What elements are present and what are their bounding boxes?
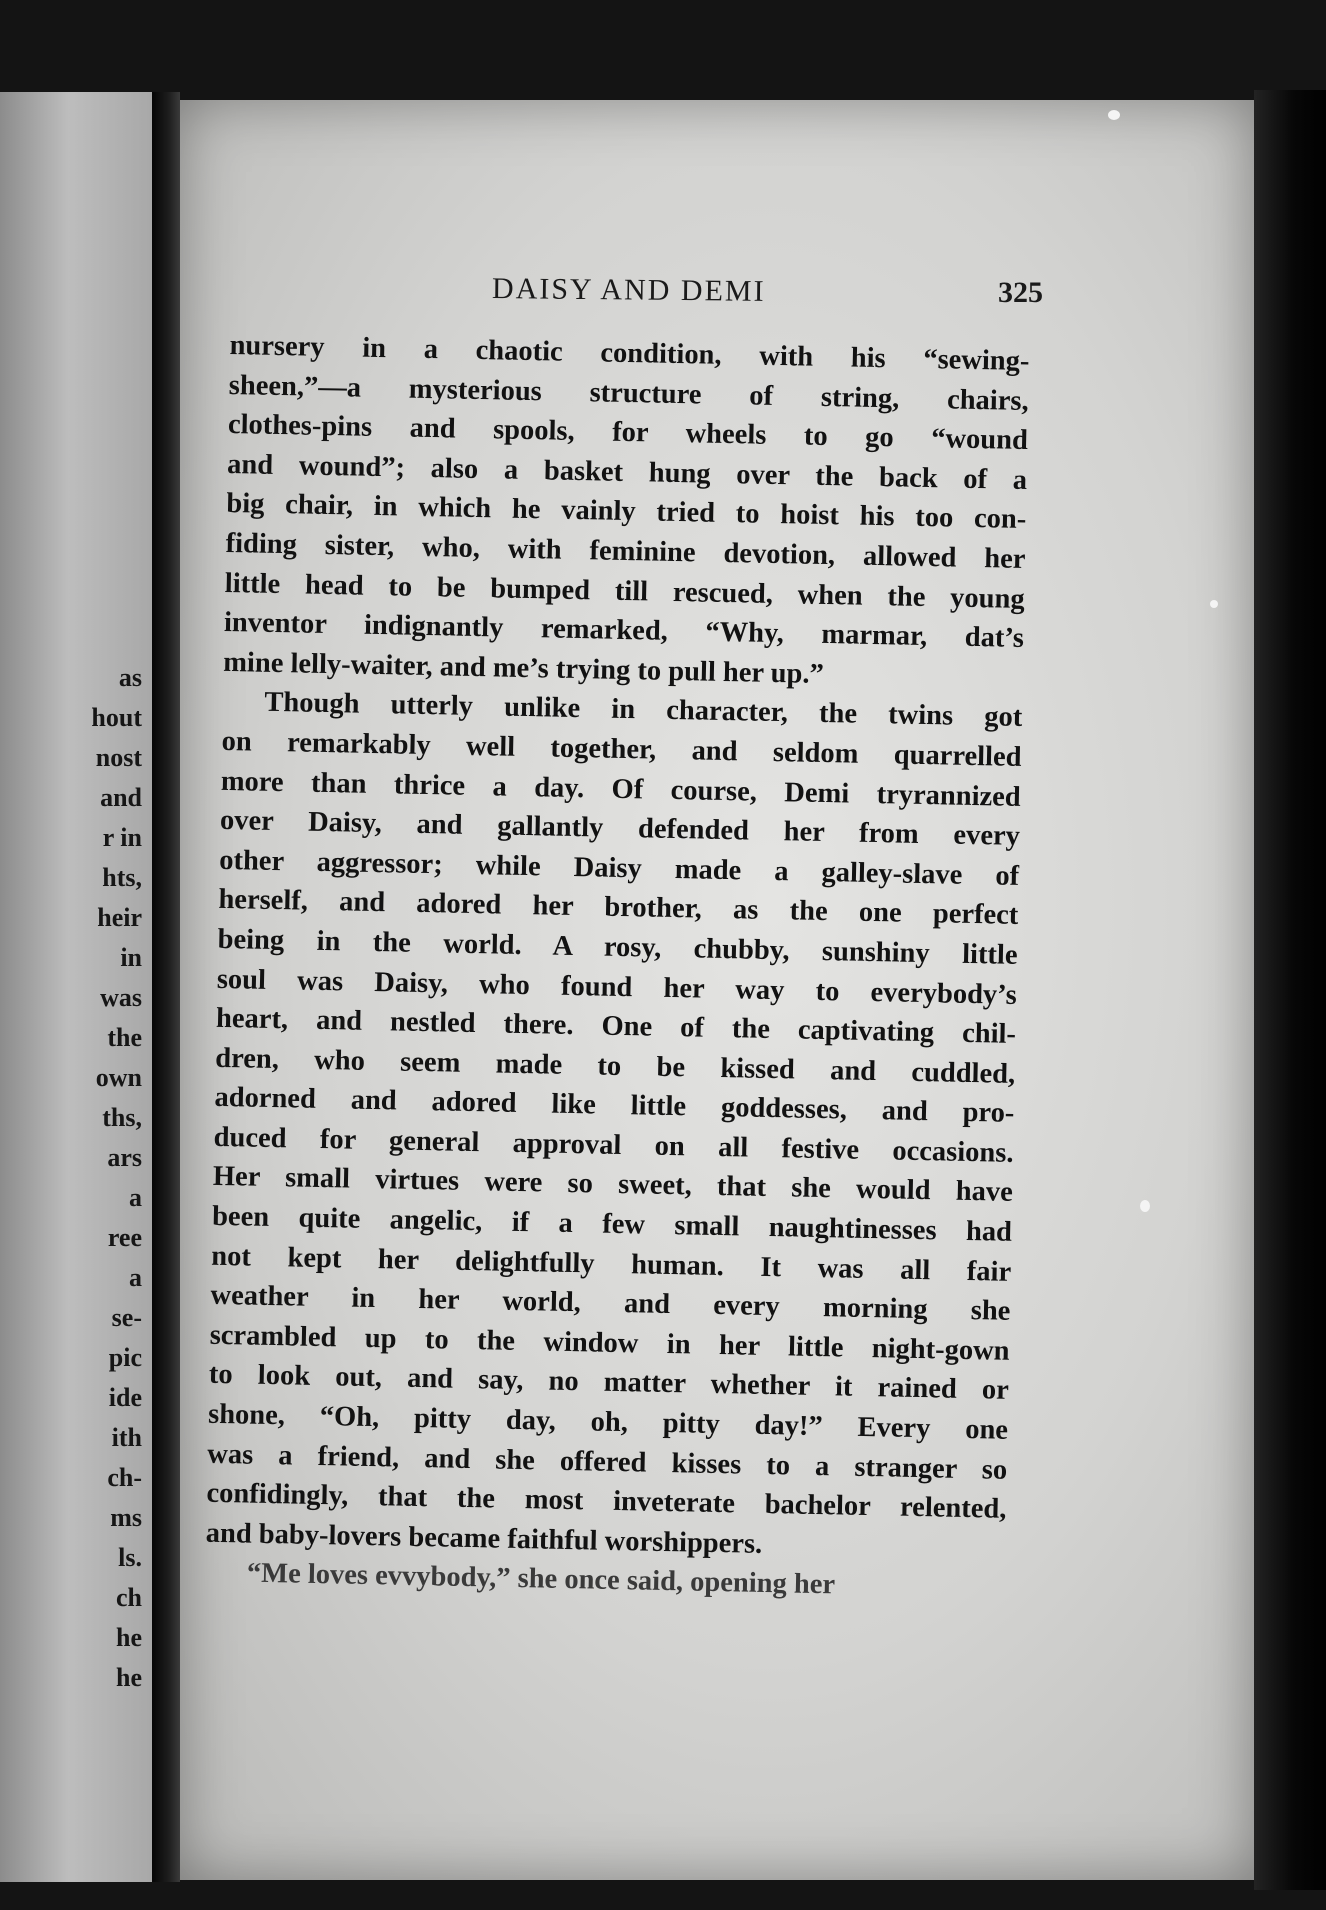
text-line: and wound”; also a basket hung over the back of a: [226, 448, 1028, 496]
left-page-fragment-line: ch-: [107, 1463, 142, 1492]
left-page-fragment-line: nost: [95, 743, 142, 772]
running-head: [180, 272, 1254, 316]
text-line: dren, who seem made to be kissed and cuddled,: [214, 1042, 1016, 1090]
left-page-fragment-line: ars: [107, 1143, 142, 1172]
text-line: to look out, and say, no matter whether it rained or: [208, 1359, 1010, 1407]
left-page-fragment-line: was: [100, 983, 142, 1012]
left-page-fragment-line: and: [100, 783, 142, 812]
text-line: been quite angelic, if a few small naughtinesses had: [211, 1200, 1013, 1248]
page-edge-shadow: [1254, 90, 1326, 1890]
left-page-fragment-line: ths,: [102, 1103, 142, 1132]
text-line: little head to be bumped till rescued, when the young: [224, 567, 1025, 615]
text-line: “Me loves evvybody,” she once said, opening her: [246, 1558, 836, 1601]
paper-speck: [1210, 600, 1218, 608]
text-line: being in the world. A rosy, chubby, sunshiny little: [217, 923, 1018, 971]
text-line: more than thrice a day. Of course, Demi tryrannized: [220, 765, 1022, 813]
text-line: confidingly, that the most inveterate bachelor relented,: [206, 1477, 1007, 1526]
text-line: not kept her delightfully human. It was all fair: [211, 1240, 1012, 1288]
left-page-fragment-line: a: [129, 1263, 142, 1292]
text-line: on remarkably well together, and seldom quarrelled: [221, 725, 1022, 773]
left-page-fragment-line: in: [120, 943, 142, 972]
left-page-fragment-line: ch: [116, 1583, 142, 1612]
left-page-fragment: [0, 92, 152, 1882]
left-page-fragment-line: pic: [108, 1343, 142, 1372]
left-page-fragment-line: ree: [107, 1223, 142, 1252]
left-page-fragment-line: as: [118, 663, 142, 692]
left-page-fragment-line: ide: [108, 1383, 142, 1412]
text-line: inventor indignantly remarked, “Why, marmar, dat’s: [223, 607, 1025, 655]
left-page-fragment-line: a: [129, 1183, 142, 1212]
text-line: and baby-lovers became faithful worshippers.: [205, 1517, 763, 1560]
body-text: [205, 326, 1030, 1609]
text-line: duced for general approval on all festive occasions.: [213, 1121, 1014, 1169]
left-page-fragment-line: hts,: [102, 863, 142, 892]
text-line: adorned and adored like little goddesses, and pro-: [214, 1082, 1015, 1130]
left-page-fragment-line: the: [107, 1023, 142, 1052]
text-line: fiding sister, who, with feminine devotion, allowed her: [225, 527, 1026, 575]
text-line: heart, and nestled there. One of the captivating chil-: [215, 1002, 1017, 1051]
text-line: herself, and adored her brother, as the one perfect: [218, 884, 1019, 932]
text-line: big chair, in which he vainly tried to hoist his too con-: [226, 488, 1027, 536]
text-line: Though utterly unlike in character, the twins got: [264, 687, 1023, 734]
left-page-fragment-line: he: [116, 1663, 142, 1692]
paper-speck: [1140, 1200, 1150, 1212]
paper-speck: [1108, 110, 1120, 120]
text-line: was a friend, and she offered kisses to a stranger so: [207, 1438, 1008, 1486]
left-page-fragment-line: hout: [91, 703, 142, 732]
text-line: soul was Daisy, who found her way to everybody’s: [216, 963, 1018, 1011]
left-page-fragment-line: ith: [111, 1423, 142, 1452]
left-page-fragment-line: own: [95, 1063, 142, 1092]
text-line: other aggressor; while Daisy made a galley-slave of: [218, 844, 1020, 892]
book-page: [180, 100, 1254, 1880]
text-line: weather in her world, and every morning she: [210, 1280, 1011, 1328]
text-line: Her small virtues were so sweet, that she would have: [212, 1161, 1014, 1209]
text-line: nursery in a chaotic condition, with his “sewing-: [229, 329, 1030, 378]
left-page-text-fragments: [91, 658, 142, 1698]
text-line: mine lelly-waiter, and me’s trying to pull her up.”: [222, 646, 825, 690]
text-line: over Daisy, and gallantly defended her from every: [219, 805, 1021, 853]
left-page-fragment-line: r in: [102, 823, 142, 852]
left-page-fragment-line: ms: [110, 1503, 142, 1532]
left-page-fragment-line: ls.: [118, 1543, 142, 1572]
left-page-fragment-line: heir: [97, 903, 142, 932]
text-line: clothes-pins and spools, for wheels to go “wound: [227, 409, 1029, 457]
text-line: scrambled up to the window in her little night-gown: [209, 1319, 1010, 1367]
running-title: DAISY AND DEMI: [491, 272, 766, 308]
book-gutter: [152, 92, 180, 1882]
left-page-fragment-line: se-: [111, 1303, 142, 1332]
left-page-fragment-line: he: [116, 1623, 142, 1652]
text-line: sheen,”—a mysterious structure of string, chairs,: [228, 369, 1029, 417]
text-line: shone, “Oh, pitty day, oh, pitty day!” Every one: [207, 1398, 1009, 1446]
page-number: 325: [998, 276, 1043, 309]
